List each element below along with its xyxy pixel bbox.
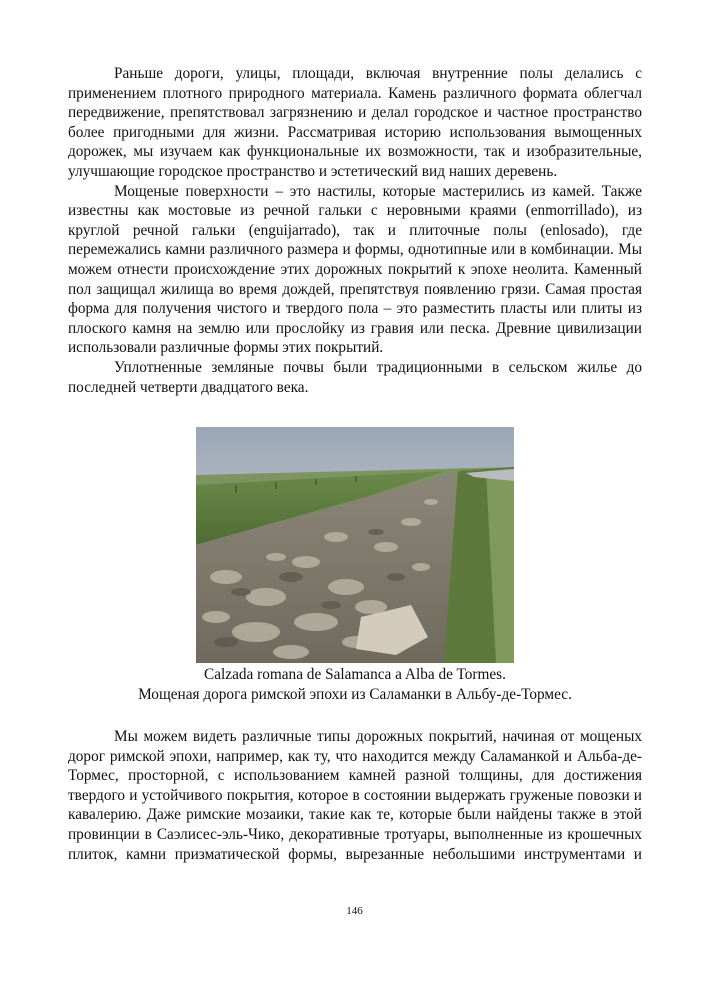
paragraph-3: Уплотненные земляные почвы были традиционными в сельском жилье до последней четверти двадцатого века. xyxy=(68,358,642,396)
page-body xyxy=(68,64,642,864)
page-number: 146 xyxy=(346,905,363,917)
figure-caption-russian: Мощеная дорога римской эпохи из Саламанки в Альбу-де-Тормес. xyxy=(138,686,572,704)
roman-road-photo xyxy=(196,427,514,663)
paragraph-4: Мы можем видеть различные типы дорожных покрытий, начиная от мощеных дорог римской эпохи, например, как ту, что находится между Саламанкой и Альба-де-Тормес, просторной, с использованием камней разной толщины, для достижения твердого и устойчивого покрытия, которое в состоянии выдержать груженые повозки и кавалерию. Даже римские мозаики, такие как те, которые были найдены также в этой провинции в Саэлисес-эль-Чико, декоративные тротуары, выполненные из крошечных плиток, камни призматической формы, вырезанные небольшими инструментами и xyxy=(68,728,642,863)
figure xyxy=(68,427,642,705)
paragraph-1: Раньше дороги, улицы, площади, включая внутренние полы делались с применением плотного природного материала. Камень различного формата облегчал передвижение, препятствовал загрязнению и делал городское и частное пространство более пригодными для жизни. Рассматривая историю использования вымощенных дорожек, мы изучаем как функциональные их возможности, так и изобразительные, улучшающие городское пространство и эстетический вид наших деревень. xyxy=(68,65,642,180)
figure-caption-spanish: Calzada romana de Salamanca a Alba de Tormes. xyxy=(204,666,506,684)
paragraph-2: Мощеные поверхности – это настилы, которые мастерились из камей. Также известны как мостовые из речной гальки с неровными краями (enmorrillado), из круглой речной гальки (enguijarrado), так и плиточные полы (enlosado), где перемежались камни различного размера и формы, однотипные или в комбинации. Мы можем отнести происхождение этих дорожных покрытий к эпохе неолита. Каменный пол защищал жилища во время дождей, препятствуя появлению грязи. Самая простая форма для получения чистого и твердого пола – это разместить пласты или плиты из плоского камня на землю или прослойку из гравия или песка. Древние цивилизации использовали различные формы этих покрытий. xyxy=(68,182,642,357)
